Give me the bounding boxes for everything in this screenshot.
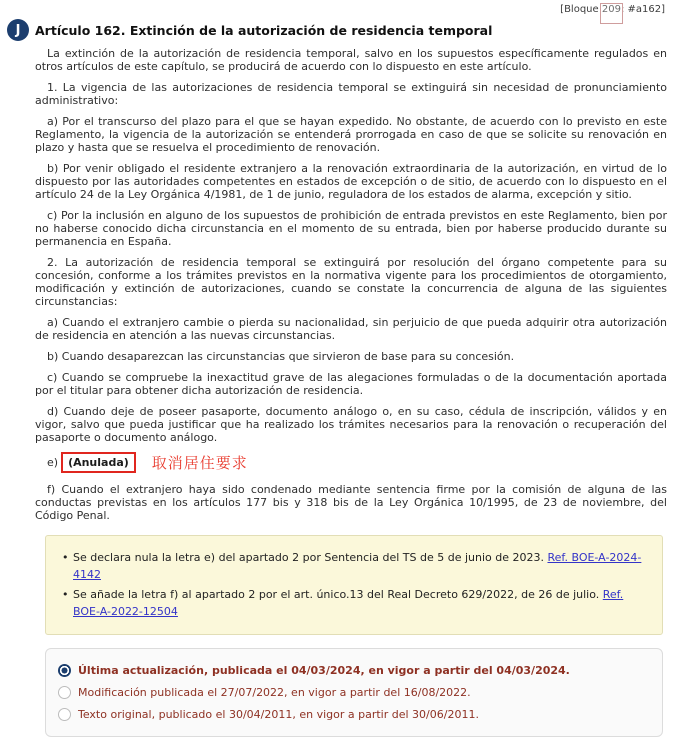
- anulada-highlight-box: (Anulada): [61, 452, 136, 473]
- note-text: Se declara nula la letra e) del apartado 2 por Sentencia del TS de 5 de junio de 2023.: [73, 551, 548, 564]
- version-option-label: Modificación publicada el 27/07/2022, en vigor a partir del 16/08/2022.: [78, 686, 471, 699]
- article-paragraph: c) Cuando se compruebe la inexactitud grave de las alegaciones formuladas o de la documentación aportada por el titular para obtener dicha autorización de residencia.: [35, 371, 667, 397]
- radio-unselected-icon[interactable]: [58, 708, 71, 721]
- article-paragraph: c) Por la inclusión en alguno de los supuestos de prohibición de entrada previstos en este Reglamento, bien por no haberse conocido dicha circunstancia en el momento de su entrada, bien por haberse producido durante su permanencia en España.: [35, 209, 667, 248]
- note-item: [62, 549, 648, 583]
- note-ref-link[interactable]: Ref. BOE-A-2022-12504: [73, 588, 624, 618]
- radio-unselected-icon[interactable]: [58, 686, 71, 699]
- article-paragraph: 1. La vigencia de las autorizaciones de residencia temporal se extinguirá sin necesidad de pronunciamiento administrativo:: [35, 81, 667, 107]
- anulada-line: [35, 452, 667, 473]
- version-option-label: Texto original, publicado el 30/04/2011, en vigor a partir del 30/06/2011.: [78, 708, 479, 721]
- block-number-highlight: 209: [601, 4, 621, 15]
- modification-notes-box: [45, 535, 663, 635]
- article-body: [35, 47, 667, 522]
- block-ref-suffix: : #a162]: [620, 4, 665, 15]
- article-paragraph: 2. La autorización de residencia temporal se extinguirá por resolución del órgano competente para su concesión, conforme a los trámites previstos en la normativa vigente para los procedimientos de otorgamiento, modificación y extinción de autorizaciones, cuando se constate la concurrencia de alguna de las siguientes circunstancias:: [35, 256, 667, 308]
- version-option-original[interactable]: [58, 708, 648, 721]
- article-paragraph: d) Cuando deje de poseer pasaporte, documento análogo o, en su caso, cédula de inscripción, válidos y en vigor, salvo que pueda justificar que ha realizado los trámites necesarios para la renovación o recuperación del pasaporte o documento análogo.: [35, 405, 667, 444]
- version-option-latest[interactable]: [58, 664, 648, 677]
- article-paragraph: f) Cuando el extranjero haya sido condenado mediante sentencia firme por la comisión de alguna de las conductas previstas en los artículos 177 bis y 318 bis de la Ley Orgánica 10/1995, de 23 de noviembre, del Código Penal.: [35, 483, 667, 522]
- radio-selected-icon[interactable]: [58, 664, 71, 677]
- article-paragraph: La extinción de la autorización de residencia temporal, salvo en los supuestos específicamente regulados en otros artículos de este capítulo, se producirá de acuerdo con lo dispuesto en este artículo.: [35, 47, 667, 73]
- version-option-label: Última actualización, publicada el 04/03/2024, en vigor a partir del 04/03/2024.: [78, 664, 570, 677]
- note-text: Se añade la letra f) al apartado 2 por el art. único.13 del Real Decreto 629/2022, de 26 de julio.: [73, 588, 603, 601]
- article-title: Artículo 162. Extinción de la autorización de residencia temporal: [35, 23, 493, 38]
- block-ref-prefix: [Bloque: [560, 4, 602, 15]
- block-reference: [35, 4, 665, 17]
- note-ref-link[interactable]: Ref. BOE-A-2024-4142: [73, 551, 642, 581]
- article-paragraph: a) Cuando el extranjero cambie o pierda su nacionalidad, sin perjuicio de que pueda adquirir otra autorización de residencia en atención a las nuevas circunstancias.: [35, 316, 667, 342]
- article-paragraph: a) Por el transcurso del plazo para el que se hayan expedido. No obstante, de acuerdo con lo previsto en este Reglamento, la vigencia de la autorización se entenderá prorrogada en caso de que se solicite su renovación en plazo y hasta que se resuelva el procedimiento de renovación.: [35, 115, 667, 154]
- chinese-annotation: 取消居住要求: [151, 454, 248, 472]
- version-selector: [45, 648, 663, 737]
- article-paragraph: b) Cuando desaparezcan las circunstancias que sirvieron de base para su concesión.: [47, 350, 515, 363]
- anulada-prefix: e): [47, 456, 59, 469]
- permalink-j-icon[interactable]: J: [7, 19, 29, 41]
- note-item: [62, 586, 648, 620]
- article-header: [15, 21, 667, 38]
- article-paragraph: b) Por venir obligado el residente extranjero a la renovación extraordinaria de la autorización, en virtud de lo dispuesto por las autoridades competentes en estados de excepción o de sitio, de acuerdo con lo dispuesto en el artículo 24 de la Ley Orgánica 4/1981, de 1 de junio, reguladora de los estados de alarma, excepción y sitio.: [35, 162, 667, 201]
- version-option-modification[interactable]: [58, 686, 648, 699]
